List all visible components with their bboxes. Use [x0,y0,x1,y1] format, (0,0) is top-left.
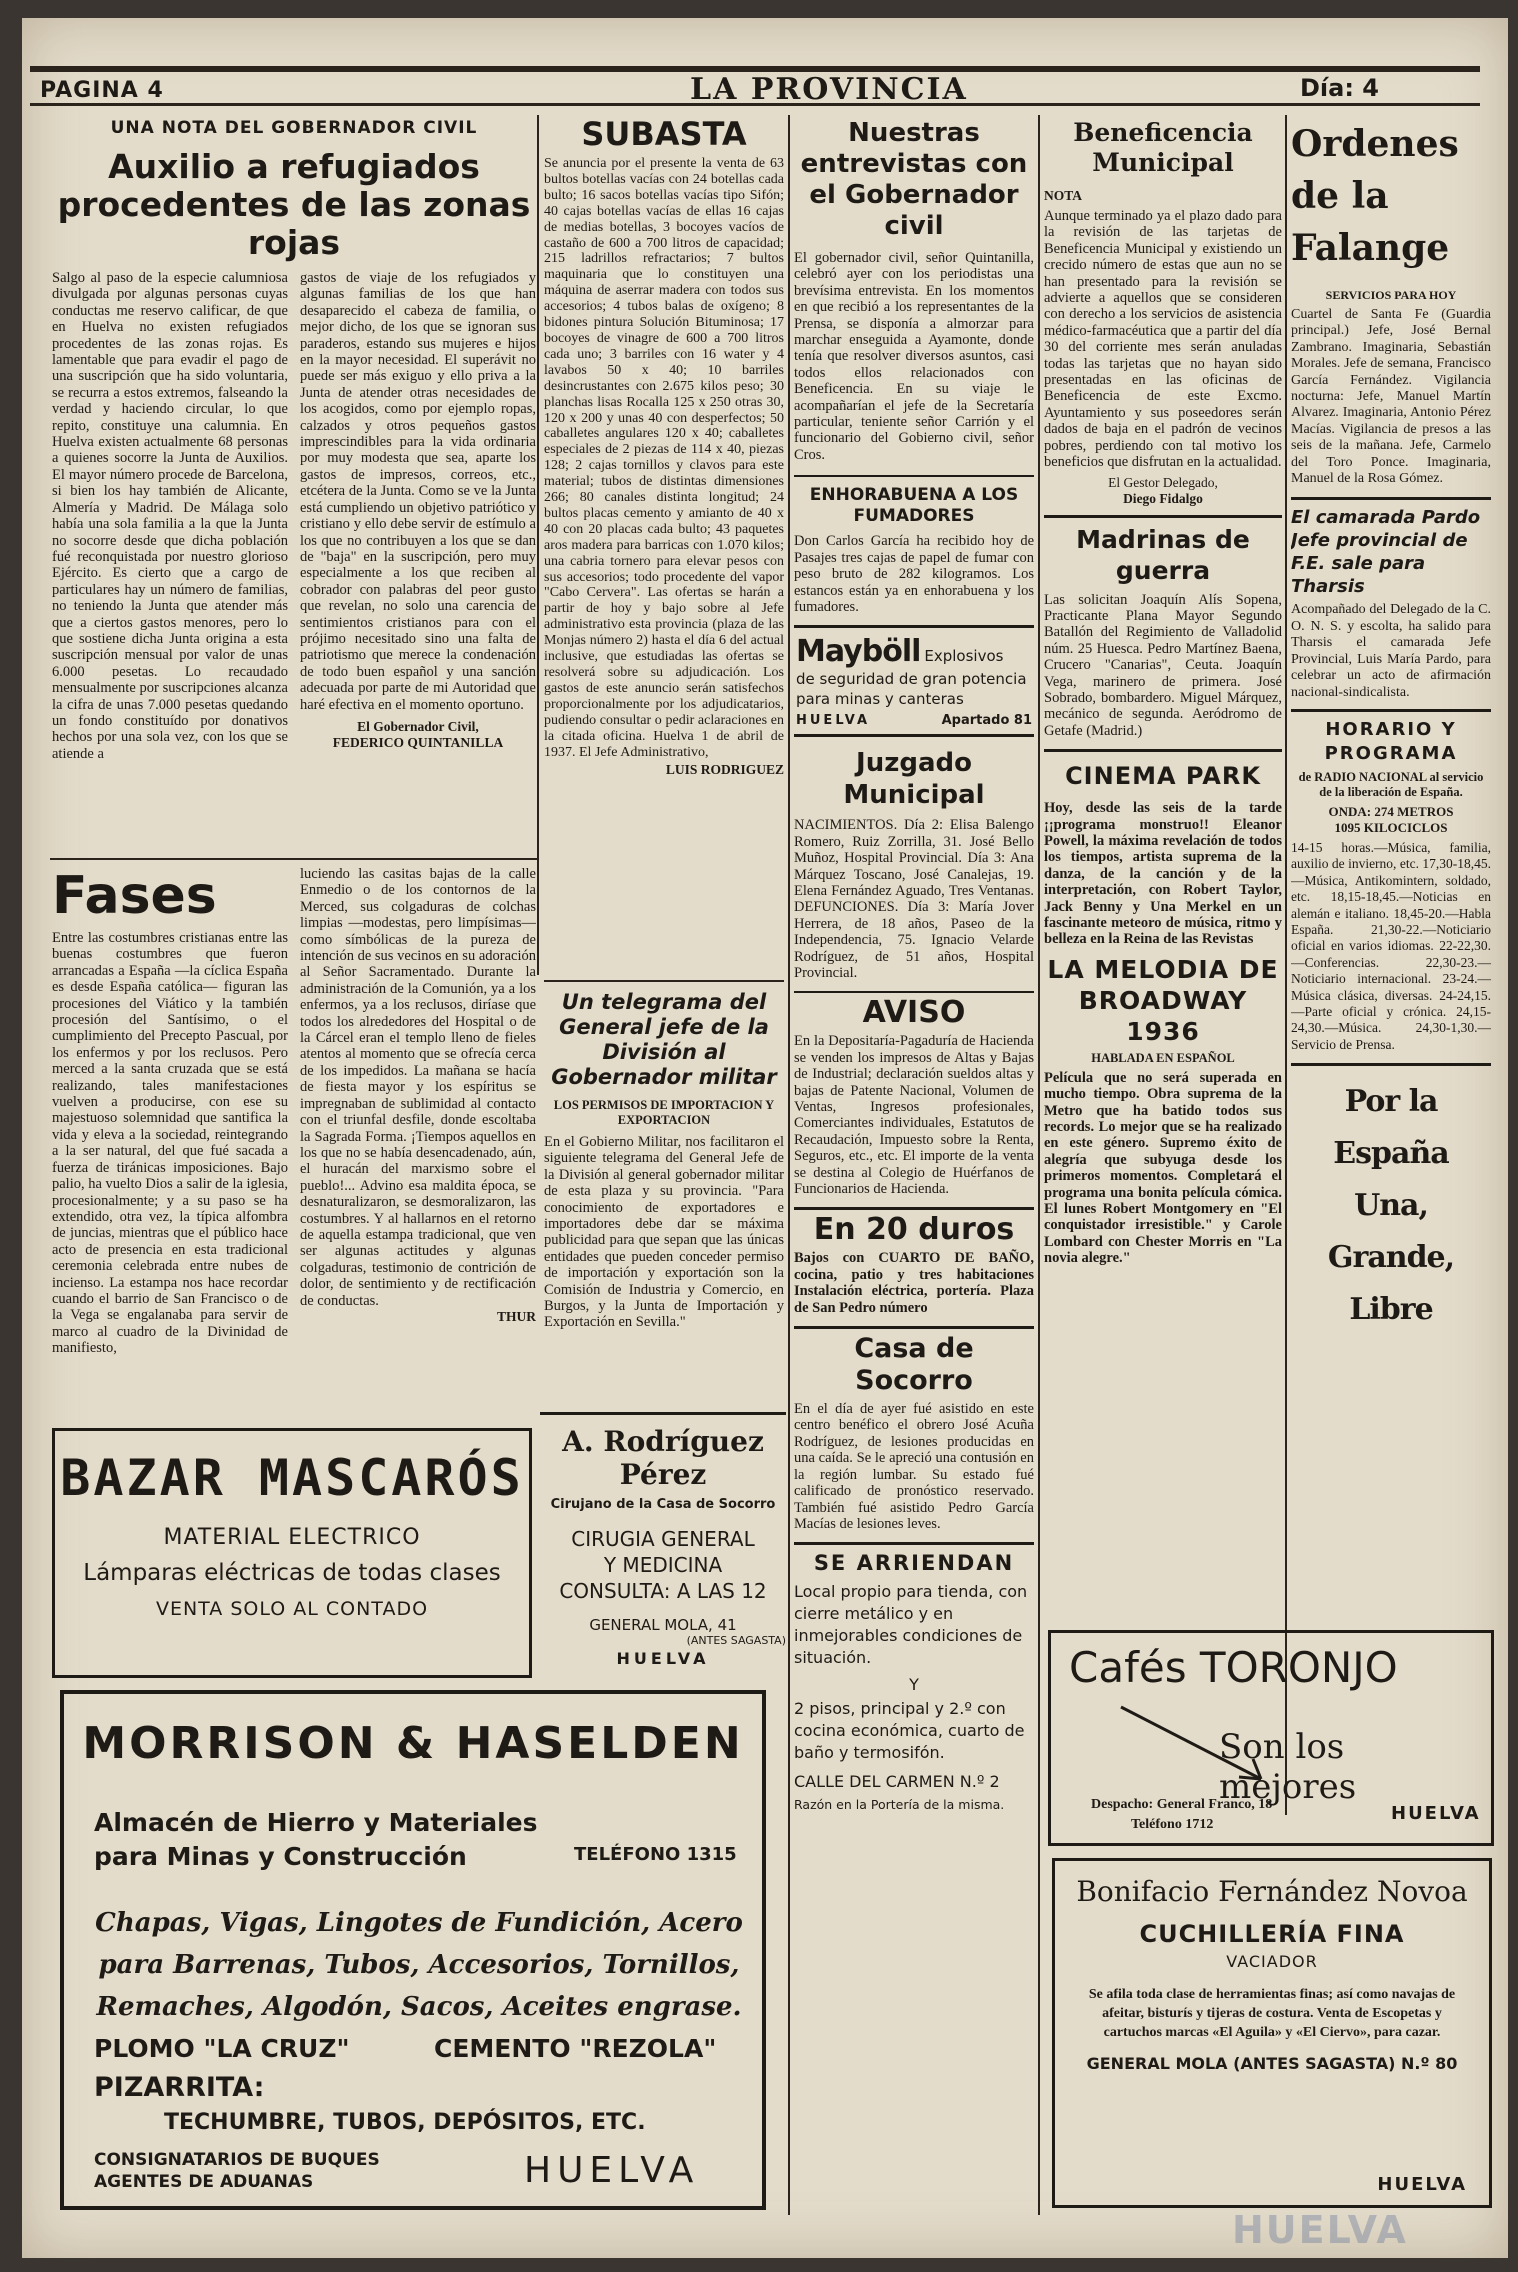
ad-line: VENTA SOLO AL CONTADO [155,1598,429,1620]
article-title: Un telegrama del General jefe de la División al Gobernador militar [551,990,777,1089]
article-body: Cuartel de Santa Fe (Guardia principal.) Jefe, José Bernal Zambrano. Imaginaria, Sebastián Morales. Jefe de semana, Francisco García Fernández. Vigilancia nocturna: Jefe, Manuel Martín Alvarez. Imaginaria, Antonio Pérez Macías. Vigilancia de presos a las seis de la mañana. Jefe, Carmelo del Toro Ponce. Imaginaria, Manuel de la Rosa Gómez. [1291,307,1491,487]
ad-line: Remaches, Algodón, Sacos, Aceites engrase. [96,1992,742,2022]
ad-city: HUELVA [524,2150,700,2191]
section-rule [50,858,538,860]
article-body: En el día de ayer fué asistido en este centro benéfico el obrero José Acuña Rodríguez, de lesiones producidas en una caída. Se le apreció una contusión en la región lumbar. Su estado fué calificado de pronóstico reservado. También fué asistido Pedro García Macías de lesiones leves. [794,1401,1034,1532]
ad-name: A. Rodríguez Pérez [562,1425,764,1491]
ad-bonifacio-novoa [1052,1858,1492,2208]
article-body: Película que no será superada en mucho tiempo. Obra suprema de la Metro que ha batido todos sus records. Lo mejor que se ha realizado en este género. Supremo éxito de alegría que subyuga desde los primeros momentos. Completará el programa una bonita película cómica. El lunes Robert Montgomery en "El conquistador irresistible." y Carole Lombard con Chester Morris en "La novia alegre." [1044,1069,1282,1267]
article-body: En el Gobierno Militar, nos facilitaron el siguiente telegrama del General Jefe de la División al general gobernador militar de esta plaza y su provincia. "Para conocimiento de exportadores e importadores debe dar se máxima publicidad para que sepan que las únicas entidades que pueden conceder permiso de importación y exportación son la Comisión de Industria y Comercio, en Burgos, y la Junta de Importación y Exportación en Sevilla." [544,1134,784,1331]
article-body: Bajos con CUARTO DE BAÑO, cocina, patio y tres habitaciones Instalación eléctrica, portería. Plaza de San Pedro número [794,1250,1034,1316]
ad-phone: Teléfono 1712 [1131,1817,1214,1832]
article-title: Juzgado Municipal [843,748,985,811]
article-title: HORARIO Y PROGRAMA [1324,718,1458,764]
ad-line: PLOMO "LA CRUZ" [94,2034,350,2063]
ad-cafes-toronjo [1048,1630,1494,1846]
column-rule [1038,115,1040,2215]
article-fases [52,866,536,1416]
article-title: Ordenes de la Falange [1291,123,1459,269]
ad-brand: Cafés TORONJO [1069,1643,1398,1692]
archive-watermark: HUELVA [1232,2208,1408,2252]
slogan-por-la-espana [1291,1063,1491,1336]
ad-line: MATERIAL ELECTRICO [163,1525,421,1550]
ad-line: Lámparas eléctricas de todas clases [83,1560,501,1586]
slogan-line: Libre [1349,1292,1433,1328]
ad-line: para Barrenas, Tubos, Accesorios, Tornillos, [98,1950,740,1980]
ad-line: para Minas y Construcción [94,1842,467,1871]
article-body-col2: gastos de viaje de los refugiados y algunas familias de los que han desaparecido el cabeza de familia, o mejor dicho, de los que se ignoran sus paraderos, estando sus mujeres e hijos en la mayor necesidad. El superávit no puede ser más exiguo y ello priva a la Junta de atender otras necesidades de los acogidos, como por ejemplo ropas, calzados y otros pequeños gastos imprescindibles para la vida ordinaria por muy modesta que sea, aparte los gastos de impresos, correos, etc., etcétera de la Junta. Como se ve la Junta está cumpliendo un objetivo patriótico y cristiano y ello debe servir de estímulo a los que no contribuyen a los que se dan de "baja" en la suscripción, pero muy especialmente a los que reciben al cobrador con palabras del peor gusto que revelan, no solo una carencia de sentimientos cristianos para con el prójimo necesitado sino una falta de patriotismo que merece la condenación de todo buen español y una sanción adecuada por parte de mi Autoridad que haré efectiva en el momento oportuno. [300,270,536,713]
ad-rodriguez-perez [540,1412,786,1682]
article-subtitle: SERVICIOS PARA HOY [1325,288,1457,302]
column-rule [537,115,539,975]
signature-name: FEDERICO QUINTANILLA [332,734,504,750]
radio-wave: ONDA: 274 METROS [1328,803,1454,819]
article-title: ENHORABUENA A LOS FUMADORES [809,485,1019,527]
ad-se-arriendan [794,1542,1034,1812]
ad-address: GENERAL MOLA (ANTES SAGASTA) N.º 80 [1086,2054,1458,2073]
article-body: Don Carlos García ha recibido hoy de Pasajes tres cajas de papel de fumar con peso bruto de 282 kilogramos. Los estancos están ya en enhorabuena y los fumadores. [794,533,1034,615]
article-body-col1: Entre las costumbres cristianas entre las buenas costumbres que fueron arrancadas a España —la cíclica España es desde España católica— figuran las procesiones del Viático y la también procesión del Santísimo, o el cumplimiento del Precepto Pascual, por los enfermos y por los reclusos. Pero merced a la santa cruzada que se está realizando, tales manifestaciones vuelven a producirse, con ese su majestuoso solemnidad que santifica la vida y eleva a la sociedad, reintegrando a la ser natural, del que fué sacada a fuerza de tiránicas imposiciones. Bajo palio, ha vuelto Dios a salir de la iglesia, procesionalmente; y a su paso se ha extendido, otra vez, la típica alfombra de juncias, mientras que el público hace acto de presencia en esta tradicional ceremonia celebrada entre nubes de incienso. La estampa nos hace recordar cuando el barrio de San Francisco o de la Vega se engalanaba para servir de marco al cuadro de la Divinidad de manifiesto, [52,930,288,1357]
article-body: El gobernador civil, señor Quintanilla, celebró ayer con los periodistas una brevísima entrevista. En los momentos en que recibió a los representantes de la Prensa, se disponía a almorzar para marchar enseguida a Ayamonte, donde tenía que resolver diversos asuntos, casi todos ellos relacionados con Beneficencia. En su viaje le acompañarían el jefe de la Secretaría particular, teniente señor Carrión y el funcionario del Gobierno civil, señor Cros. [794,250,1034,463]
slogan-line: Una, Grande, [1327,1188,1455,1276]
ad-line: Almacén de Hierro y Materiales [94,1808,538,1837]
article-title: Auxilio a refugiados procedentes de las zonas rojas [57,147,531,262]
ad-city: HUELVA [1377,2174,1467,2195]
page-number-label: PAGINA 4 [40,78,164,103]
column-4 [1044,118,1282,1648]
ad-address: Despacho: General Franco, 18 [1091,1797,1273,1812]
article-title: Nuestras entrevistas con el Gobernador civil [800,118,1028,241]
article-body-col2: luciendo las casitas bajas de la calle Enmedio o de los contornos de la Merced, sus colgaduras de colchas limpias —modestas, pero limpísimas— como símbólicas de la pureza de intención de sus vecinos en su adoración al Señor Sacramentado. Durante la administración de la Comunión, ya a los enfermos, ya a los reclusos, diríase que todos los alrededores del Hospital o de la Cárcel eran el templo lleno de fieles atentos al momento que se ofrecía cerca de los impedidos. La mañana se hacía de fiesta mayor y los espíritus se impregnaban de sublimidad al contacto con el triunfal desfile, donde escoltaba la Sagrada Forma. ¡Tiempos aquellos en los que no se había desencadenado, aún, el huracán del marxismo sobre el pueblo!... Advino esa maldita época, se desnaturalizaron, se desmoralizaron, las costumbres. Y al hallarnos en el retorno de aquella estampa tradicional, que ven ser algunas actitudes y algunas colgaduras, testimonio de contrición de dolor, de sentimiento y de rectificación de conductas. [300,866,536,1309]
ad-city: HUELVA [1391,1803,1481,1824]
signature: THUR [496,1308,536,1324]
article-body-col1: Salgo al paso de la especie calumniosa divulgada por algunas personas cuyas conductas me reservo calificar, de que en Huelva no existen refugiados procedentes de las zonas rojas. Es lamentable que para evadir el pago de una suscripción que ha sido voluntaria, se recurra a estos extremos, falseando la verdad y haciendo circular, lo que repito, constituye una calumnia. En Huelva existen actualmente 68 personas a quienes socorre la Junta de Auxilios. El mayor número procede de Barcelona, si bien los hay también de Alicante, Almería y Madrid. De Málaga solo había una sola familia a la que la Junta no socorre desde que dicha población fué reconquistada por nuestro glorioso Ejército. Es cierto que a cargo de particulares hay un número de familias, no teniendo la Junta que atender más que a ciertos gastos menores, pero lo que sostiene dicha Junta origina a esta suscripción mensual por valor de unas 6.000 pesetas. Lo recaudado mensualmente por suscripciones alcanza la cifra de unas 7.000 pesetas quedando un fondo constituído por donativos hechos por una sola vez, con los que se atiende a [52,270,288,762]
ad-name: BAZAR MASCARÓS [60,1449,524,1507]
article-body: Las solicitan Joaquín Alís Sopena, Practicante Plana Mayor Segundo Batallón del Regimiento de Valladolid núm. 25 Huesca. Pedro Martínez Baena, Crucero "Canarias", Ceuta. Joaquín Vega, marinero de primera. José Sobrado, bombardero. Miguel Márquez, mecánico de segunda. Aeródromo de Getafe (Madrid.) [1044,591,1282,739]
film-language: HABLADA EN ESPAÑOL [1091,1050,1235,1065]
day-label: Día: 4 [1300,74,1379,102]
film-title: LA MELODIA DE BROADWAY 1936 [1047,954,1279,1046]
ad-line: CEMENTO "REZOLA" [434,2034,717,2063]
ad-line: Explosivos [924,647,1004,666]
ad-old-address: (ANTES SAGASTA) [686,1634,786,1647]
column-3 [794,118,1034,2218]
ad-line: Y MEDICINA [603,1553,723,1577]
article-title: AVISO [862,995,966,1031]
ad-name: Bonifacio Fernández Novoa [1076,1875,1468,1908]
ad-role: Cirujano de la Casa de Socorro [550,1497,776,1512]
article-body: Acompañado del Delegado de la C. O. N. S. y escolta, ha salido para Tharsis el camarada Jefe Provincial, Luis María Pardo, para celebrar un acto de afirmación nacional-sindicalista. [1291,602,1491,700]
signature: LUIS RODRIGUEZ [665,762,784,778]
ad-name: Mayböll [796,634,921,670]
signature-title: El Gestor Delegado, [1108,474,1218,490]
column-rule [788,115,790,2215]
ad-slogan: Son los mejores [1219,1727,1357,1807]
article-title: En 20 duros [813,1212,1015,1248]
ad-products [94,1902,744,2028]
ad-subtitle [94,1806,537,1874]
ad-line: Y [909,1675,919,1695]
article-title: Fases [52,866,217,926]
column-rule [1285,115,1287,1815]
signature-title: El Gobernador Civil, [357,718,479,734]
article-telegrama [544,990,784,1410]
ad-line: de seguridad de gran potencia para minas y canteras [796,670,1027,709]
ad-body: 2 pisos, principal y 2.º con cocina económica, cuarto de baño y termosifón. [794,1699,1025,1763]
newspaper-name: LA PROVINCIA [690,72,968,107]
radio-frequency: 1095 KILOCICLOS [1334,819,1448,835]
article-label: NOTA [1044,188,1083,203]
ad-city: HUELVA [616,1649,710,1668]
ad-line: CUCHILLERÍA FINA [1139,1920,1405,1948]
slogan-line: Por la España [1333,1084,1449,1172]
ad-line: PIZARRITA: [94,2072,265,2103]
article-subtitle: de RADIO NACIONAL al servicio de la liberación de España. [1298,769,1484,799]
column-5 [1291,118,1491,1638]
ad-address: CALLE DEL CARMEN N.º 2 [794,1772,1000,1792]
ad-body: Se afila toda clase de herramientas finas; así como navajas de afeitar, bisturís y tijeras de costura. Venta de Escopetas y cartuchos marcas «El Aguila» y «El Ciervo», para cazar. [1088,1987,1456,2040]
article-title: SUBASTA [581,118,747,153]
ad-line: Chapas, Vigas, Lingotes de Fundición, Acero [95,1908,743,1938]
article-body: En la Depositaría-Pagaduría de Hacienda se venden los impresos de Altas y Bajas de Industrial; declaración sueldos altas y bajas de Patente Nacional, Volumen de Ventas, Ingresos profesionales, Comerciantes individuales, Estatutos de Recaudación, Impuesto sobre la Renta, Seguros, etc., etc. El importe de la venta se destina al Colegio de Huérfanos de Funcionarios de Hacienda. [794,1033,1034,1198]
article-body: Se anuncia por el presente la venta de 63 bultos botellas vacías con 24 botellas cada bulto; 16 sacos botellas vacías tipo Sifón; 40 cajas botellas vacías de ellas 16 cajas de medias botellas, 3 bocoyes vacíos de castaño de 600 a 700 litros de capacidad; 215 ladrillos refractarios; 7 bultos maquinaria que lo constituyen una máquina de aserrar madera con todos sus accesorios; 4 tubos balas de oxígeno; 8 bidones pintura Solución Bituminosa; 17 bocoyes de vinagre de 600 a 700 litros cada uno; 3 barriles con 16 water y 4 lavabos 50 x 40; 10 barriles desincrustantes con 2.675 kilos peso; 30 planchas lisas Rocalla 125 x 250 otras 30, 120 x 200 y unas 40 con desperfectos; 50 caballetes angulares 120 x 40; caballetes especiales de 2 piezas de 114 x 40, piezas 128; 2 cajas tornillos y clavos para este material; tubos de distintas dimensiones 266; 80 canales distinta longitud; 24 bultos placas cemento y amianto de 40 x 40 con 20 placas cada bulto; 43 paquetes aros madera para barricas con 1.070 kilos; una cabria tornero para elevar pesos con sus accesorios; todo procedente del vapor "Cabo Cervera". Las ofertas se harán a partir de hoy y bajo sobre al Jefe administrativo esta provincia (plaza de las Monjas número 2) hasta el día 6 del actual inclusive, que estudiadas las ofertas se resolverá sobre su adjudicación. Los gastos de este anuncio serán satisfechos proporcionalmente por los adjudicatarios, pudiendo consultar o pedir aclaraciones en la citada oficina. Huelva 1 de abril de 1937. El Jefe Administrativo, [544,156,784,760]
ad-consignatarios [94,2149,380,2193]
ad-line: TECHUMBRE, TUBOS, DEPÓSITOS, ETC. [164,2110,646,2135]
article-title: Casa de Socorro [854,1333,974,1397]
ad-note: Razón en la Portería de la misma. [794,1797,1005,1813]
ad-line: CIRUGIA GENERAL [571,1527,755,1551]
article-gobernador [52,118,536,858]
ad-mayboll [794,625,1034,737]
article-body: 14-15 horas.—Música, familia, auxilio de invierno, etc. 17,30-18,45.—Música, Antikomintern, soldado, etc. 18,15-18,45.—Noticias en alemán e italiano. 18,45-20.—Habla España. 21,30-22.—Noticiario oficial en varios idiomas. 22-22,30.—Conferencias. 22,30-23.—Noticiario internacional. 23-24.—Música clásica, diversas. 24-24,15.—Parte oficial y crónica. 24,15-24,30.—Música. 24,30-1,30.—Servicio de Prensa. [1291,839,1491,1052]
ad-morrison-haselden [60,1690,766,2210]
article-intro: Hoy, desde las seis de la tarde ¡¡programa monstruo!! Eleanor Powell, la máxima revelación de todos los tiempos, artista suprema de la danza, de la canción y de la interpretación, con Robert Taylor, Jack Benny y Una Merkel en un fascinante meteoro de música, ritmo y belleza en la Reina de las Revistas [1044,800,1282,948]
ad-body: Local propio para tienda, con cierre metálico y en inmejorables condiciones de situación. [794,1582,1028,1668]
signature-name: Diego Fidalgo [1123,490,1203,506]
article-subasta [544,118,784,978]
article-title: Beneficencia Municipal [1073,118,1253,177]
article-body: NACIMIENTOS. Día 2: Elisa Balengo Romero, Ruiz Zorrilla, 31. José Bello Muñoz, Hospital Provincial. Día 3: Ana Márquez Toscano, José Canalejas, 19. Elena Fernández Aguado, Tres Ventanas. DEFUNCIONES. Día 3: María Jover Herrera, de 18 años, Paseo de la Independencia, 75. Ignacio Velarde Rodríguez, de 51 años, Hospital Provincial. [794,817,1034,981]
article-subtitle: LOS PERMISOS DE IMPORTACION Y EXPORTACION [553,1098,775,1127]
ad-city: HUELVA [796,713,871,729]
ad-line: CONSIGNATARIOS DE BUQUES [94,2150,380,2170]
ad-line: VACIADOR [1226,1952,1318,1971]
article-title: CINEMA PARK [1065,762,1261,791]
ad-address: GENERAL MOLA, 41 [589,1616,737,1634]
section-rule [544,980,784,982]
ad-box: Apartado 81 [941,713,1032,729]
ad-title: SE ARRIENDAN [813,1551,1015,1576]
ad-bazar-mascaros [52,1428,532,1678]
ad-name: MORRISON & HASELDEN [82,1718,744,1769]
ad-phone: TELÉFONO 1315 [574,1844,737,1865]
article-body: Aunque terminado ya el plazo dado para la revisión de las tarjetas de Beneficencia Municipal y existiendo un crecido número de estas que aun no se han presentado para la revisión se advierte a aquellos que se consideren con derecho a los servicios de asistencia médico-farmacéutica que a partir del día 30 del corriente mes serán anuladas todas las tarjetas que no hayan sido presentadas en las oficinas de Beneficencia de este Excmo. Ayuntamiento y sus poseedores serán dados de baja en el padrón de vecinos pobres, perdiendo con tal motivo los beneficios que disfrutan en la actualidad. [1044,208,1282,471]
ad-line: CONSULTA: A LAS 12 [559,1579,767,1603]
article-title: Madrinas de guerra [1076,524,1250,585]
article-title: El camarada Pardo Jefe provincial de F.E. sale para Tharsis [1291,507,1481,598]
ad-line: AGENTES DE ADUANAS [94,2172,314,2192]
article-kicker: UNA NOTA DEL GOBERNADOR CIVIL [110,118,478,138]
